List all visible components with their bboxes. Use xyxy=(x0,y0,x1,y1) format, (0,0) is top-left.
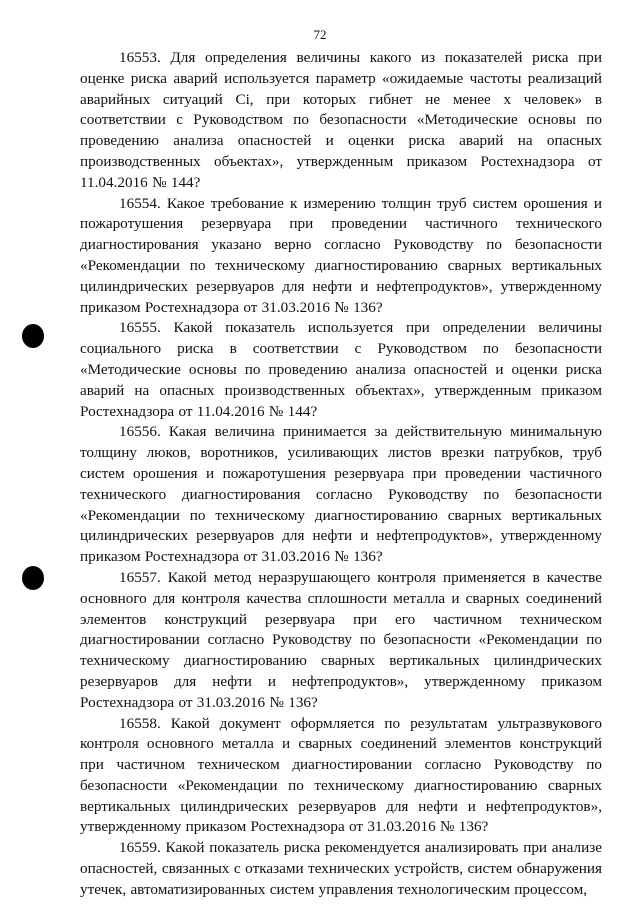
question-paragraph: 16559. Какой показатель риска рекомендуется анализировать при анализе опасностей, связанных с отказами технических устройств, систем обнаружения утечек, автоматизированных систем управления технологическим процессом, xyxy=(80,839,602,898)
document-body xyxy=(80,48,602,901)
punch-hole-mark xyxy=(22,566,44,590)
question-paragraph: 16558. Какой документ оформляется по результатам ультразвукового контроля основного металла и сварных соединений элементов конструкций при частичном техническом диагностировании согласно Руководству по безопасности «Рекомендации по техническому диагностированию сварных вертикальных цилиндрических резервуаров для нефти и нефтепродуктов», утвержденному приказом Ростехнадзора от 31.03.2016 № 136? xyxy=(80,714,602,836)
page-number: 72 xyxy=(313,27,327,42)
question-paragraph: 16556. Какая величина принимается за действительную минимальную толщину люков, воротников, усиливающих листов врезки патрубков, труб систем орошения и пожаротушения резервуара при проведении частичного технического диагностирования согласно Руководству по безопасности «Рекомендации по техническому диагностированию сварных вертикальных цилиндрических резервуаров для нефти и нефтепродуктов», утвержденному приказом Ростехнадзора от 31.03.2016 № 136? xyxy=(80,423,602,566)
question-paragraph: 16554. Какое требование к измерению толщин труб систем орошения и пожаротушения резервуара при проведении частичного технического диагностирования указано верно согласно Руководству по безопасности «Рекомендации по техническому диагностированию сварных вертикальных цилиндрических резервуаров для нефти и нефтепродуктов», утвержденному приказом Ростехнадзора от 31.03.2016 № 136? xyxy=(80,194,602,316)
question-paragraph: 16553. Для определения величины какого из показателей риска при оценке риска аварий используется параметр «ожидаемые частоты реализаций аварийных ситуаций Ci, при которых гибнет не менее х человек» в соответствии с Руководством по безопасности «Методические основы по проведению анализа опасностей и оценки риска аварий на опасных производственных объектах», утвержденным приказом Ростехнадзора от 11.04.2016 № 144? xyxy=(80,49,602,191)
question-paragraph: 16555. Какой показатель используется при определении величины социального риска в соответствии с Руководством по безопасности «Методические основы по проведению анализа опасностей и оценки риска аварий на опасных производственных объектах», утвержденным приказом Ростехнадзора от 11.04.2016 № 144? xyxy=(80,319,602,420)
punch-hole-mark xyxy=(22,324,44,348)
question-paragraph: 16557. Какой метод неразрушающего контроля применяется в качестве основного для контроля качества сплошности металла и сварных соединений элементов конструкций резервуара при его частичном техническом диагностировании согласно Руководству по безопасности «Рекомендации по техническому диагностированию сварных вертикальных цилиндрических резервуаров для нефти и нефтепродуктов», утвержденному приказом Ростехнадзора от 31.03.2016 № 136? xyxy=(80,568,602,711)
